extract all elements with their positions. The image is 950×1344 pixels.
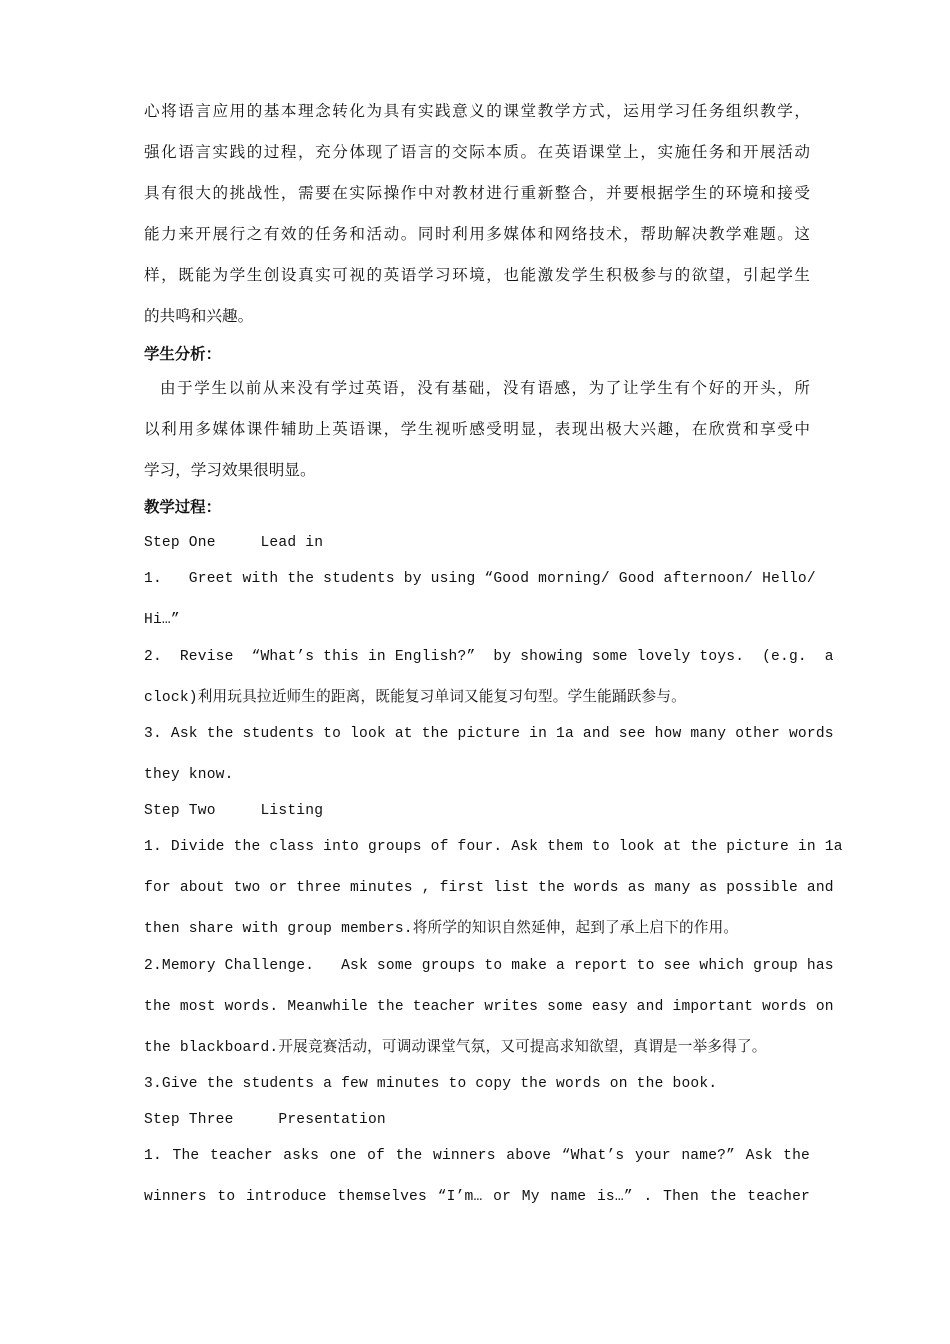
intro-line-5: 样，既能为学生创设真实可视的英语学习环境，也能激发学生积极参与的欲望，引起学生 [144,266,810,284]
teaching-process-heading: 教学过程： [144,498,221,516]
intro-line-3: 具有很大的挑战性，需要在实际操作中对教材进行重新整合，并要根据学生的环境和接受 [144,184,810,202]
step-one-item-1-line-2: Hi…” [144,612,180,628]
intro-line-1: 心将语言应用的基本理念转化为具有实践意义的课堂教学方式，运用学习任务组织教学， [144,102,810,120]
student-analysis-line-2: 以利用多媒体课件辅助上英语课，学生视听感受明显，表现出极大兴趣，在欣赏和享受中 [144,420,810,438]
step-three-item-1-line-1: 1. The teacher asks one of the winners above “What’s your name?” Ask the [144,1148,810,1164]
step-two-item-2-line-3: the blackboard.开展竞赛活动，可调动课堂气氛，又可提高求知欲望，真谓是一举多得了。 [144,1040,767,1056]
step-two-item-3-line-1: 3.Give the students a few minutes to copy the words on the book. [144,1076,718,1092]
step-one-item-3-line-1: 3. Ask the students to look at the picture in 1a and see how many other words [144,726,834,742]
step-one-item-3-line-2: they know. [144,767,234,783]
step-one-item-2-line-1: 2. Revise “What’s this in English?” by showing some lovely toys. (e.g. a [144,649,834,665]
step-one-item-1-line-1: 1. Greet with the students by using “Good morning/ Good afternoon/ Hello/ [144,571,816,587]
step-two-title: Step Two Listing [144,803,324,819]
step-one-title: Step One Lead in [144,535,324,551]
step-three-item-1-line-2: winners to introduce themselves “I’m… or My name is…” . Then the teacher [144,1189,810,1205]
step-two-item-1-line-3: then share with group members.将所学的知识自然延伸，起到了承上启下的作用。 [144,921,739,937]
step-one-item-2-line-2: clock)利用玩具拉近师生的距离，既能复习单词又能复习句型。学生能踊跃参与。 [144,690,686,706]
student-analysis-line-1: 由于学生以前从来没有学过英语，没有基础，没有语感，为了让学生有个好的开头，所 [160,379,810,397]
step-three-title: Step Three Presentation [144,1112,386,1128]
step-two-item-1-line-2: for about two or three minutes , first list the words as many as possible and [144,880,834,896]
intro-line-2: 强化语言实践的过程，充分体现了语言的交际本质。在英语课堂上，实施任务和开展活动 [144,143,810,161]
intro-line-6: 的共鸣和兴趣。 [144,307,254,325]
step-two-item-1-line-1: 1. Divide the class into groups of four. Ask them to look at the picture in 1a [144,839,843,855]
intro-line-4: 能力来开展行之有效的任务和活动。同时利用多媒体和网络技术，帮助解决教学难题。这 [144,225,810,243]
step-two-item-2-line-1: 2.Memory Challenge. Ask some groups to make a report to see which group has [144,958,834,974]
student-analysis-line-3: 学习，学习效果很明显。 [144,461,316,479]
step-two-item-2-line-2: the most words. Meanwhile the teacher writes some easy and important words on [144,999,834,1015]
student-analysis-heading: 学生分析： [144,345,221,363]
